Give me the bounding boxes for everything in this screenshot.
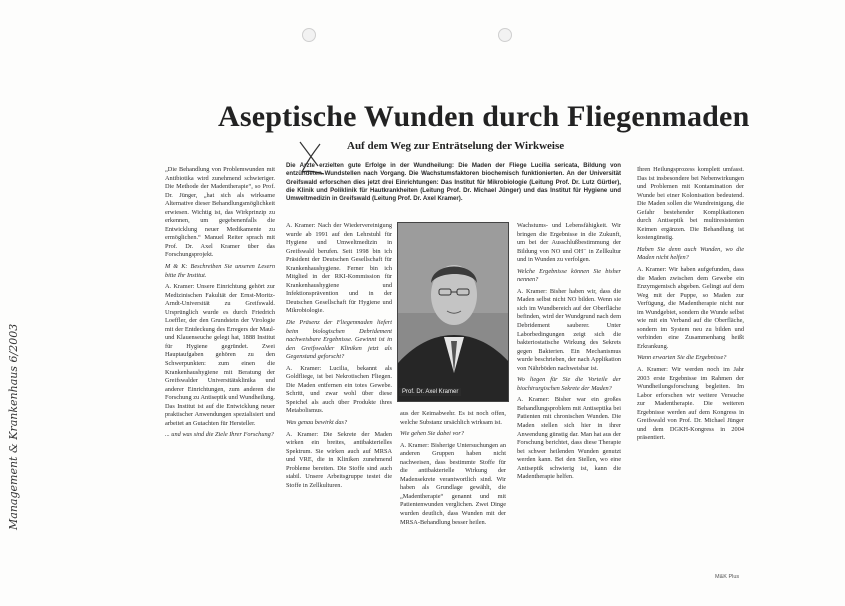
paragraph: A. Kramer: Lucilia, bekannt als Goldfliege, ist bei Nekrotischen Fliegen. Die Maden entfernen ein totes Gewebe. Schritt, und zwar wohl über diese Speichel als auch über Produkte ihres Metabolismus.	[286, 364, 392, 415]
paragraph: A. Kramer: Wir haben aufgefunden, dass die Maden zwischen dem Gewebe ein Enzymgemisch abgeben. Gelingt auf dem Weg mit der Puppe, so Maden zur Verfügung, die Madentherapie nicht nur im Wundgebiet, sondern die Wunde selbst wie mit ein Verband auf die Oberfläche, sondern im System neu zu bilden und verbinden eine Zusammenhang heißt Erkrankung.	[637, 266, 744, 350]
paragraph: aus der Keimabwehr. Es ist noch offen, welche Substanz ursächlich wirksam ist.	[400, 410, 506, 426]
paragraph: A. Kramer: Nach der Wiedervereinigung wurde ab 1991 auf den Lehrstuhl für Hygiene und Umweltmedizin in Greifswald berufen. Seit 1998 bin ich Präsident der Deutschen Gesellschaft für Krankenhaushygiene. Ferner bin ich Mitglied in der RKI-Kommission für Krankenhaushygiene und Infektionsprävention und in der Deutschen Gesellschaft für Hygiene und Mikrobiologie.	[286, 222, 392, 315]
text-column-3	[400, 410, 506, 577]
paragraph: A. Kramer: Bisher war ein großes Behandlungsproblem mit Antiseptika bei Patienten mit chronischen Wunden. Die Maden stellen sich hier in ihrer Anwendung günstig dar. Man hat aus der Forschung berichtet, dass diese Therapie bei schwer heilenden Wunden genutzt werden kann. Bei den Stellen, wo eine Antiseptik schwierig ist, kann die Madentherapie helfen.	[517, 396, 621, 481]
interview-question: Wo liegen für Sie die Vorteile der biochirurgischen Sekrete der Maden?	[517, 376, 621, 392]
side-label: Management & Krankenhaus 6/2003	[7, 323, 20, 530]
article-title: Aseptische Wunden durch Fliegenmaden	[218, 100, 750, 133]
text-column-4	[517, 222, 621, 577]
paragraph: Wachstums- und Lebensfähigkeit. Wir bringen die Ergebnisse in die Zukunft, um bei der Ausschlußbestimmung der Bildung von NO und OH⁻ in Zellkultur und in Wunden zu verfolgen.	[517, 222, 621, 264]
interview-question: ... und was sind die Ziele Ihrer Forschung?	[165, 431, 274, 439]
article-intro: Die Ärzte erzielten gute Erfolge in der Wundheilung: Die Maden der Fliege Lucilia sericata, Bildung von entzündeten Wundstellen nach Vorgang. Die Wachstumsfaktoren biochemisch funktionierten. An der Universität Greifswald erforschen dies jetzt drei Einrichtungen: Das Institut für Mikrobiologie (Leitung Prof. Dr. Lutz Gürtler), die Klinik und Poliklinik für Hautkrankheiten (Leitung Prof. Dr. Michael Jünger) und das Institut für Hygiene und Umweltmedizin in Greifswald (Leitung Prof. Dr. Axel Kramer).	[286, 162, 621, 203]
paragraph: A. Kramer: Wir werden noch im Jahr 2003 erste Ergebnisse im Rahmen der Wundheilungsforschung begleiten. Im Labor erforschen wir weitere Versuche zur Madentherapie. Die weiteren Ergebnisse werden auf dem Kongress in Greifswald von Prof. Dr. Michael Jünger und dem DGKH-Kongress in 2004 präsentiert.	[637, 366, 744, 442]
footer-code: M&K Plus	[715, 574, 740, 580]
interview-question: Was genau bewirkt das?	[286, 419, 348, 427]
punch-hole-right	[498, 28, 512, 42]
paragraph: Ihren Heilungsprozess komplett umfasst. Das ist insbesondere bei Nebenwirkungen und Problemen mit Kontamination der Wunde bei einer Kolonisation bedeutend. Die Maden sollen die Wundreinigung, die Gefahr bestehender Komplikationen durch Antiseptik bei multiresistenten Keimen ergänzen. Die Behandlung ist kostengünstig.	[637, 166, 744, 242]
paragraph: A. Kramer: Die Sekrete der Maden wirken ein breites, antibakterielles Spektrum. Sie wirken auch auf MRSA und VRE, die in Kliniken zunehmend Probleme bereiten. Die Stoffe sind auch stabil. Unsere Arbeitsgruppe testet die Stoffe in Zellkulturen.	[286, 430, 392, 489]
text-column-5	[637, 166, 744, 576]
interview-question: M & K: Beschreiben Sie unseren Lesern bitte Ihr Institut.	[165, 263, 275, 279]
interview-question: Wann erwarten Sie die Ergebnisse?	[637, 354, 727, 362]
paragraph: A. Kramer: Unsere Einrichtung gehört zur Medizinischen Fakultät der Ernst-Moritz-Arndt-Universität zu Greifswald. Ursprünglich wurde es durch Friedrich Loeffler, der den Grundstein der Virologie mit der Entdeckung des Erregers der Maul- und Klauenseuche gelegt hat, 1888 Institut für Hygiene gegründet. Zwei Hauptaufgaben gehören zu den Schwerpunkten: zum einen die Krankenhaushygiene mit Beratung der Greifswalder Universitätsklinika und anderer Einrichtungen, zum anderen die Forschung zu Antiseptik und Wundheilung. Das Institut ist auf die Entwicklung neuer praktischer Anwendungen spezialisiert und arbeitet an Gutachten für Hersteller.	[165, 283, 275, 427]
interview-question: Die Präsenz der Fliegenmaden liefert beim biologischen Debridement nachweisbare Ergebnisse. Gewinnt ist in den Greifswalder Kliniken jetzt als Gegenstand geforscht?	[286, 319, 392, 361]
text-column-1	[165, 166, 275, 576]
paragraph: A. Kramer: Bisher haben wir, dass die Maden selbst nicht NO bilden. Wenn sie sich im Wundbereich auf der Oberfläche befinden, wird der Wundgrund nach dem Debridement sauberer. Unter Laborbedingungen zeigt sich die bakteriostatische Wirkung des Sekrets gegen Bakterien. Ein Mechanismus wurde beschrieben, der nach Applikation von Nährböden nachweisbar ist.	[517, 287, 621, 372]
interview-question: Haben Sie denn auch Wunden, wo die Maden nicht helfen?	[637, 245, 744, 262]
photo-caption: Prof. Dr. Axel Kramer	[399, 388, 461, 396]
interview-question: Wie gehen Sie dabei vor?	[400, 430, 464, 438]
portrait-photo	[397, 222, 509, 402]
article-subtitle: Auf dem Weg zur Enträtselung der Wirkweise	[347, 140, 565, 152]
punch-hole-left	[302, 28, 316, 42]
text-column-2	[286, 222, 392, 577]
portrait-image	[398, 223, 509, 402]
paragraph: „Die Behandlung von Problemwunden mit Antibiotika wird zunehmend schwieriger. Die Methode der Madentherapie“, so Prof. Dr. Jünger, „hat sich als wirksame Alternative dieser Behandlungsmöglichkeit erwiesen. Wichtig ist, das Wirkprinzip zu erkennen, um gegebenenfalls die Entwicklung neuer Medikamente zu ermöglichen.“ Manuel Reiter sprach mit Prof. Dr. Axel Kramer über das Forschungsprojekt.	[165, 166, 275, 259]
interview-question: Welche Ergebnisse können Sie bisher nennen?	[517, 267, 621, 284]
paragraph: A. Kramer: Bisherige Untersuchungen an anderen Gruppen haben nicht nachweisen, dass bestimmte Stoffe für die antibakterielle Wirkung der Madensekrete verantwortlich sind. Wir haben als Grundlage gewählt, die „Madentherapie“ genannt und mit Patientenwunden verglichen. Zwei Dinge wurden deutlich, dass Wunden mit der MRSA-Behandlung besser heilen.	[400, 441, 506, 526]
